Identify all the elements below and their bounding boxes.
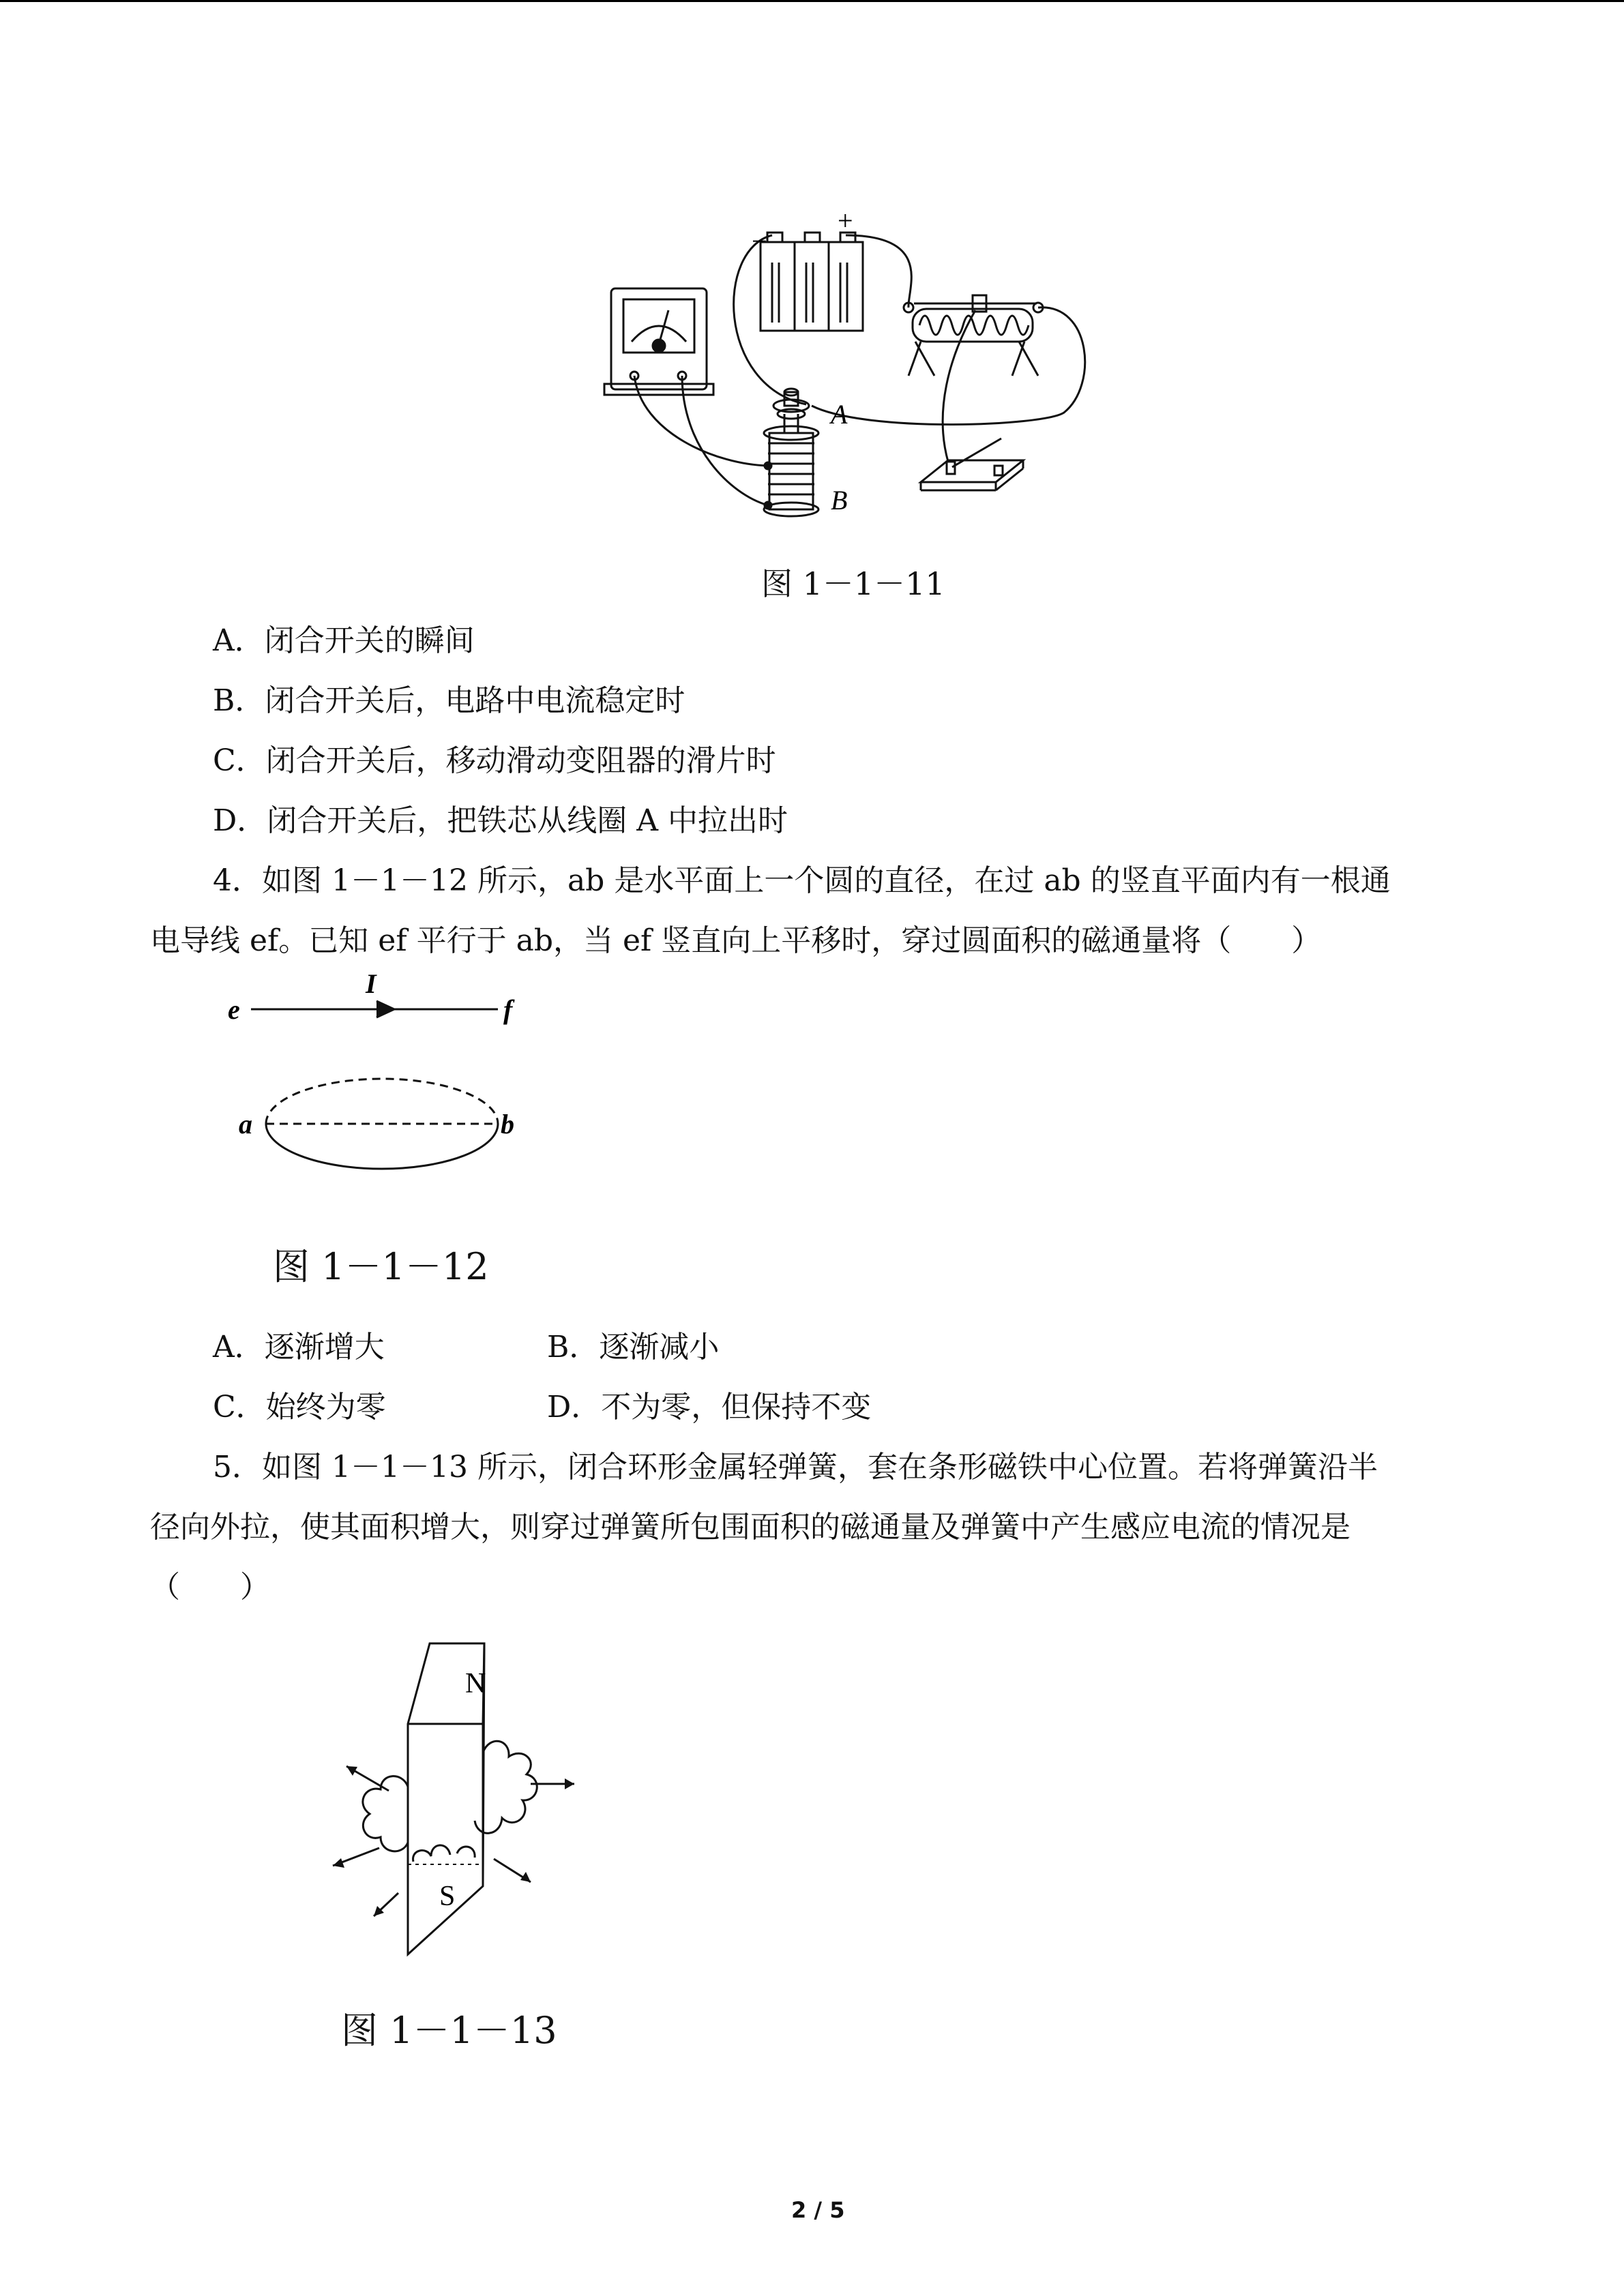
label-e: e: [228, 994, 240, 1025]
battery-plus-label: +: [838, 208, 853, 236]
figure-1-1-11-caption: 图 1－1－11: [761, 565, 945, 602]
figure-1-1-13-caption: 图 1－1－13: [341, 2009, 557, 2052]
page-number: 2 / 5: [791, 2197, 845, 2223]
q3-option-a: A．闭合开关的瞬间: [213, 623, 475, 658]
circle-lower-half: [266, 1124, 498, 1169]
q4-option-b: B．逐渐减小: [547, 1330, 720, 1365]
coil-b: [769, 433, 813, 509]
south-pole-label: S: [439, 1881, 456, 1912]
figure-1-1-11: [593, 208, 1098, 522]
q4-text-line-1: 4．如图 1－1－12 所示，ab 是水平面上一个圆的直径，在过 ab 的竖直平面内有一根通: [213, 863, 1391, 898]
figure-1-1-13: [314, 1623, 600, 1964]
q3-option-b: B．闭合开关后，电路中电流稳定时: [213, 683, 685, 718]
q5-text-line-1: 5．如图 1－1－13 所示，闭合环形金属轻弹簧，套在条形磁铁中心位置。若将弹簧沿半: [213, 1450, 1378, 1485]
q4-option-a: A．逐渐增大: [213, 1330, 385, 1365]
figure-1-1-12: [218, 961, 539, 1187]
q3-option-d: D．闭合开关后，把铁芯从线圈 A 中拉出时: [213, 803, 788, 838]
q4-text-line-2: 电导线 ef。已知 ef 平行于 ab，当 ef 竖直向上平移时，穿过圆面积的磁通量将（ ）: [150, 923, 1322, 958]
coil-b-label: B: [831, 485, 848, 516]
page-top-border: [0, 0, 1624, 2]
spring: [363, 1741, 537, 1862]
q4-option-c: C．始终为零: [213, 1390, 386, 1425]
battery-minus-label: −: [752, 226, 767, 256]
label-i: I: [366, 968, 377, 999]
q5-text-line-3: （ ）: [150, 1570, 270, 1605]
circle-upper-half: [266, 1079, 498, 1124]
q3-option-c: C．闭合开关后，移动滑动变阻器的滑片时: [213, 743, 776, 778]
label-f: f: [503, 994, 513, 1025]
coil-a-label: A: [831, 399, 848, 430]
figure-1-1-12-caption: 图 1－1－12: [273, 1245, 489, 1288]
north-pole-label: N: [465, 1668, 486, 1699]
label-b: b: [501, 1109, 514, 1139]
label-a: a: [239, 1109, 252, 1139]
switch: [921, 460, 1023, 482]
q5-text-line-2: 径向外拉，使其面积增大，则穿过弹簧所包围面积的磁通量及弹簧中产生感应电流的情况是: [150, 1510, 1350, 1545]
q4-option-d: D．不为零，但保持不变: [547, 1390, 872, 1425]
